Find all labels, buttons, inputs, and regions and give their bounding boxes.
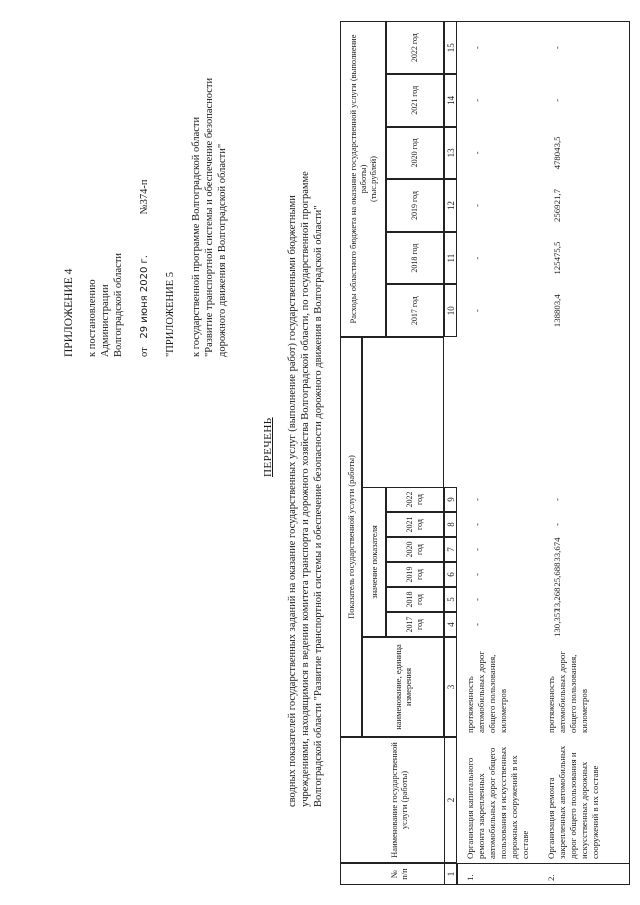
appendix-org-line-1: Администрации: [100, 284, 111, 357]
column-number-6: 6: [444, 562, 457, 587]
column-number-8: 8: [444, 512, 457, 537]
row-1-value-6: -: [472, 498, 482, 501]
header-expense-year-6: 2022 год: [386, 21, 444, 74]
row-1-indicator: протяженность автомобильных дорог общего пользования, километров: [465, 651, 508, 733]
column-number-7: 7: [444, 537, 457, 562]
header-expense-year-1: 2017 год: [386, 284, 444, 337]
column-number-14: 14: [444, 74, 457, 127]
page-title: ПЕРЕЧЕНЬ: [262, 417, 274, 477]
header-value-year-3: 2019 год: [386, 562, 444, 587]
header-indicator: Показатель государственной услуги (работы): [340, 337, 362, 737]
row-1-number: 1.: [465, 874, 475, 881]
row-2-value-4: 33,674: [552, 537, 562, 562]
row-2-expense-2: 125475,5: [552, 241, 562, 275]
row-2-service: Организация ремонта закрепленных автомобильных дорог общего пользования и искусственных дорожных сооружений в их составе: [546, 745, 600, 859]
appendix-org-line-2: Волгоградской области: [113, 252, 124, 357]
column-number-9: 9: [444, 487, 457, 512]
row-1-expense-2: -: [472, 256, 482, 260]
column-number-12: 12: [444, 179, 457, 232]
header-value-year-4: 2020 год: [386, 537, 444, 562]
row-1-expense-3: -: [472, 204, 482, 207]
row-2-expense-5: -: [552, 98, 562, 102]
annex5-line-2: "Развитие транспортной системы и обеспечение безопасности: [204, 77, 215, 357]
column-number-5: 5: [444, 587, 457, 612]
appendix-title: ПРИЛОЖЕНИЕ 4: [63, 268, 75, 357]
column-number-10: 10: [444, 284, 457, 337]
row-1-expense-1: -: [472, 309, 482, 313]
row-1-expense-5: -: [472, 98, 482, 102]
row-1-expense-6: -: [472, 46, 482, 50]
header-expense-title: Расходы областного бюджета на оказание государственной услуги (выполнение работы): [348, 34, 368, 324]
row-2-expense-4: 478043,5: [552, 136, 562, 170]
annex5-line-1: к государственной программе Волгоградской области: [191, 116, 202, 357]
header-expense-year-2: 2018 год: [386, 232, 444, 285]
row-2-indicator: протяженность автомобильных дорог общего пользования, километров: [546, 651, 589, 733]
column-number-2: 2: [444, 737, 457, 863]
row-1-service: Организация капитального ремонта закрепленных автомобильных дорог общего пользования и искусственных дорожных сооружений в их составе: [465, 746, 530, 859]
appendix-date-line: [138, 180, 152, 357]
row-2-value-6: -: [552, 498, 562, 501]
header-separator: [362, 337, 444, 487]
header-name-unit: наименование, единица измерения: [362, 637, 444, 737]
row-2-value-1: 130,357: [552, 608, 562, 637]
annex5-line-3: дорожного движения в Волгоградской области": [217, 143, 228, 357]
header-number: № п/п: [340, 863, 457, 885]
date-prefix: от: [139, 347, 150, 357]
column-number-15: 15: [444, 21, 457, 74]
column-number-3: 3: [444, 637, 457, 737]
header-expense-unit: (тыс.рублей): [368, 156, 378, 202]
subtitle-line-2: учреждениями, находящимися в ведении комитета транспорта и дорожного хозяйства Волгоградской области, по государственной программе: [300, 171, 311, 807]
row-2-expense-6: -: [552, 46, 562, 50]
header-expense-year-5: 2021 год: [386, 74, 444, 127]
row-2-number: 2.: [546, 874, 556, 881]
column-number-13: 13: [444, 127, 457, 180]
row-2-expense-1: 138803,4: [552, 294, 562, 328]
column-number-1: 1: [444, 863, 457, 885]
row-1-value-2: -: [472, 598, 482, 601]
row-2-value-3: 25,688: [552, 562, 562, 587]
appendix-to-line: к постановлению: [87, 279, 98, 357]
row-1-value-3: -: [472, 573, 482, 576]
subtitle-line-3: Волгоградской области "Развитие транспортной системы и обеспечение безопасности дорожного движения в Волгоградской области": [313, 205, 324, 807]
header-value-year-5: 2021 год: [386, 512, 444, 537]
row-1-body: [457, 21, 630, 863]
row-1-value-1: -: [472, 623, 482, 626]
row-1-number-cell: [457, 863, 630, 885]
column-number-4: 4: [444, 612, 457, 637]
annex5-title: "ПРИЛОЖЕНИЕ 5: [165, 271, 176, 357]
header-service: Наименование государственной услуги (работы): [340, 737, 457, 863]
row-2-expense-3: 256921,7: [552, 189, 562, 223]
header-expense-year-3: 2019 год: [386, 179, 444, 232]
subtitle-line-1: сводных показателей государственных заданий на оказание государственных услуг (выполнение работ) государственными бюджетными: [287, 195, 298, 807]
column-number-11: 11: [444, 232, 457, 285]
row-1-expense-4: -: [472, 151, 482, 155]
header-value-year-1: 2017 год: [386, 612, 444, 637]
row-2-value-2: 13,268: [552, 587, 562, 612]
header-expense-block: [340, 21, 386, 337]
row-1-value-4: -: [472, 548, 482, 551]
header-expense-year-4: 2020 год: [386, 127, 444, 180]
header-value: значение показателя: [362, 487, 386, 637]
date-value: 29 июня 2020 г.: [139, 255, 150, 339]
row-2-value-5: -: [552, 523, 562, 526]
document-number: №374-п: [139, 179, 150, 215]
header-value-year-6: 2022 год: [386, 487, 444, 512]
row-1-value-5: -: [472, 523, 482, 526]
header-value-year-2: 2018 год: [386, 587, 444, 612]
